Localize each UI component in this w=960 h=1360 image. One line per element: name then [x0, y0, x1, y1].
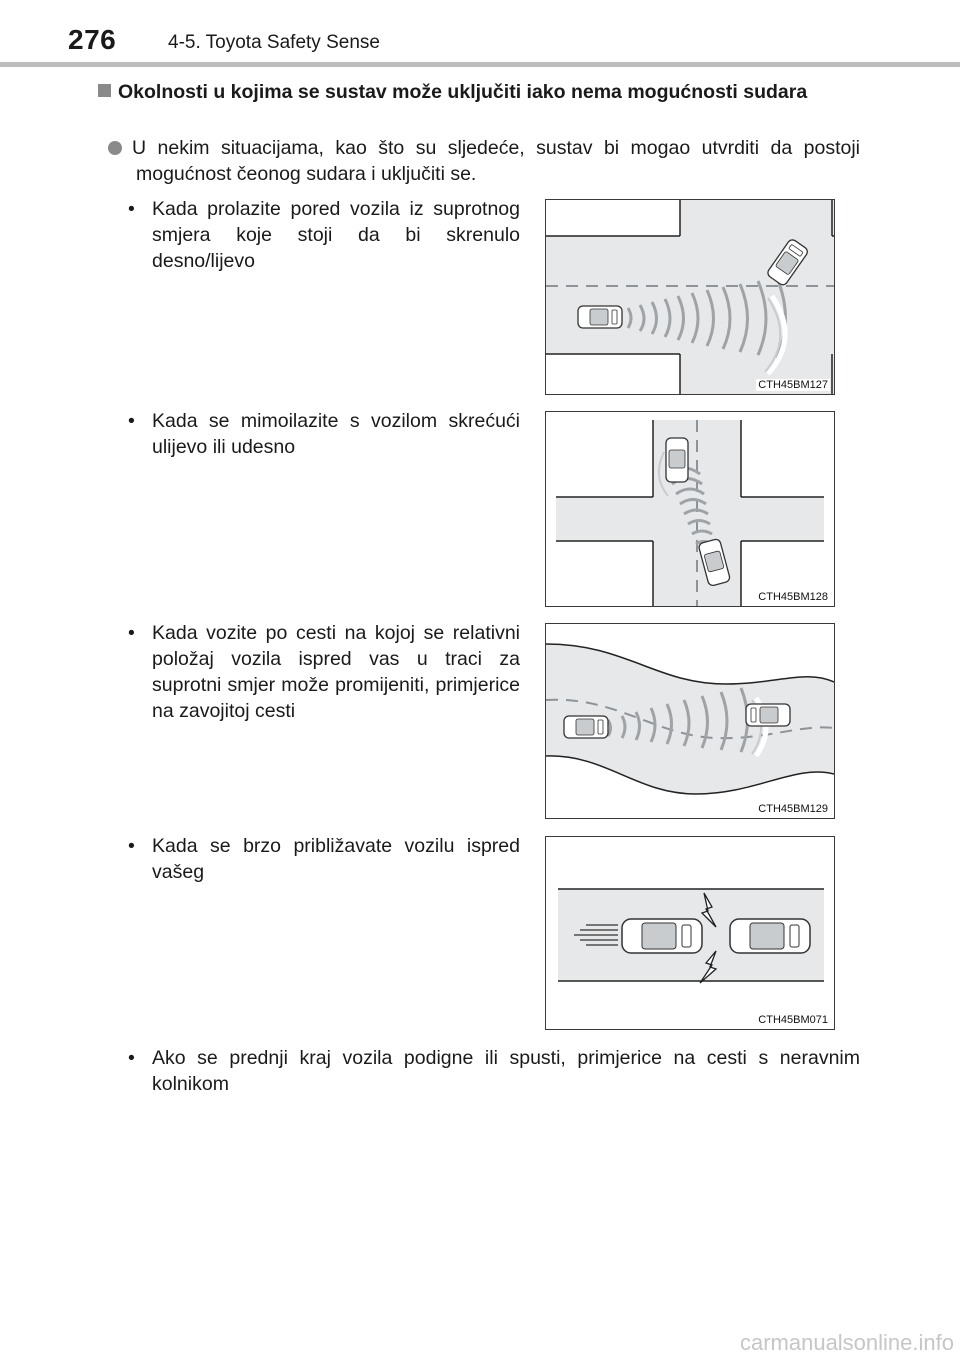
figure-code: CTH45BM071: [758, 1014, 828, 1026]
figure-code: CTH45BM129: [758, 803, 828, 815]
list-item-text: Kada vozite po cesti na kojoj se relativni položaj vozila ispred vas u traci za suprotni smjer može promijeniti, primjerice na zavojitoj cesti: [152, 622, 520, 722]
intro-text: U nekim situacijama, kao što su sljedeće, sustav bi mogao utvrditi da postoji mogućnost čeonog sudara i uključiti se.: [132, 137, 860, 185]
figure-oncoming-turning-vehicle: [545, 199, 835, 395]
list-item-text: Kada se brzo približavate vozilu ispred vašeg: [152, 835, 520, 883]
list-item-text: Kada prolazite pored vozila iz suprotnog smjera koje stoji da bi skrenulo desno/lijevo: [152, 198, 520, 272]
bullet-dot: •: [128, 835, 135, 857]
bullet-dot: •: [128, 198, 135, 220]
bullet-dot: •: [128, 622, 135, 644]
illustration-curved-road: [546, 624, 834, 818]
illustration-crossroad-turning: [546, 412, 834, 606]
list-item: [128, 620, 520, 724]
list-item-text: Kada se mimoilazite s vozilom skrećući ulijevo ili udesno: [152, 410, 520, 458]
bullet-dot: •: [128, 1047, 135, 1069]
figure-turning-pass: [545, 411, 835, 607]
watermark: carmanualsonline.info: [739, 1330, 954, 1355]
figure-code: CTH45BM127: [758, 379, 828, 391]
square-bullet-icon: [98, 84, 111, 97]
list-item-text: Ako se prednji kraj vozila podigne ili spusti, primjerice na cesti s neravnim kolnikom: [152, 1047, 860, 1095]
header-rule: [0, 62, 960, 67]
list-item: [128, 408, 520, 460]
page-number: 276: [68, 24, 117, 55]
list-item: [128, 1045, 860, 1097]
heading: [98, 80, 860, 105]
section-title: 4-5. Toyota Safety Sense: [168, 32, 380, 53]
round-bullet-icon: [108, 141, 122, 155]
figure-winding-road: [545, 623, 835, 819]
illustration-intersection-passing: [546, 200, 834, 394]
heading-text: Okolnosti u kojima se sustav može uključiti iako nema mogućnosti sudara: [118, 81, 808, 103]
figure-code: CTH45BM128: [758, 591, 828, 603]
intro-paragraph: [108, 135, 860, 187]
bullet-dot: •: [128, 410, 135, 432]
list-item: [128, 833, 520, 885]
intro-container: [108, 135, 860, 187]
illustration-rapid-approach: [546, 837, 834, 1029]
list-item: [128, 196, 520, 274]
figure-rapid-approach: [545, 836, 835, 1030]
